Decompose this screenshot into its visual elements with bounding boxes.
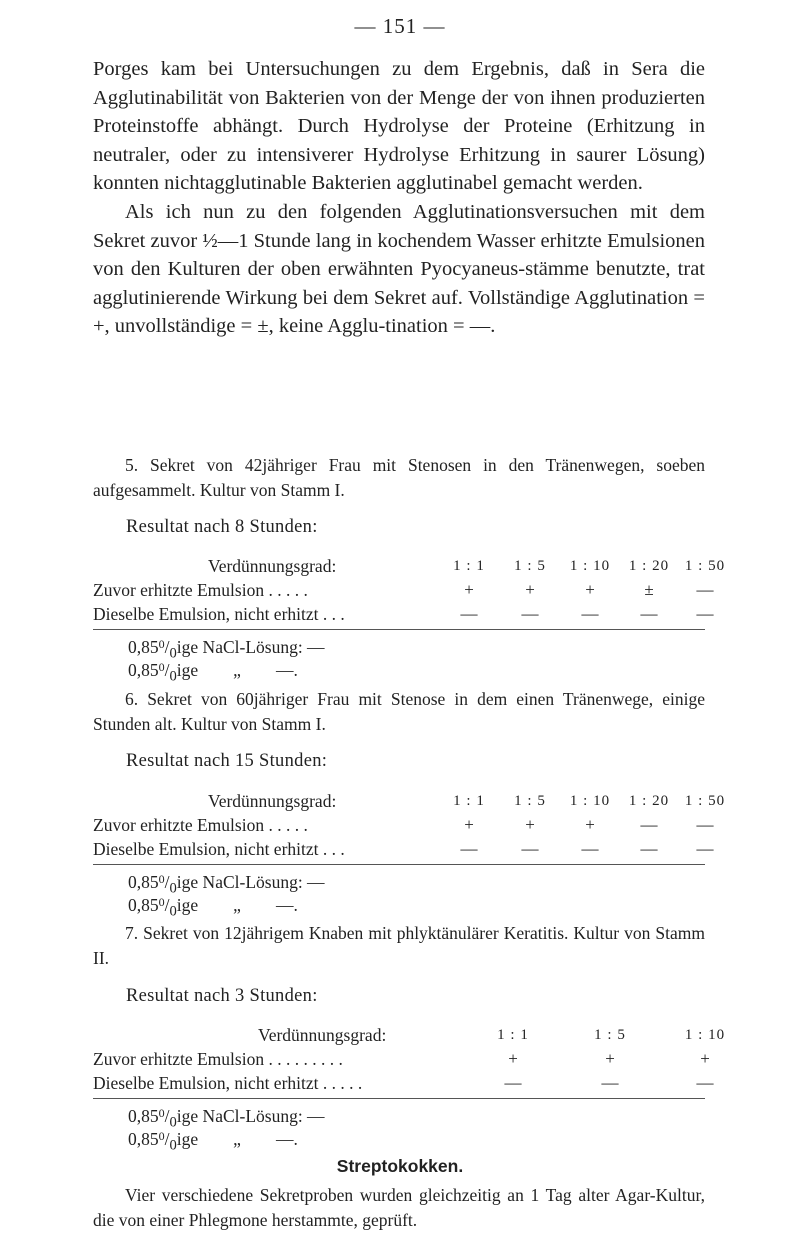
nacl-percent: 0,85 [128, 1129, 159, 1149]
nacl-line: $0,85^0/_0ige$ „ —. [128, 1129, 298, 1154]
result-cell: + [525, 580, 535, 599]
result-cell: + [464, 580, 474, 599]
row-label: Dieselbe Emulsion, nicht erhitzt . . . [93, 839, 345, 859]
dilution-label: Verdünnungsgrad: [258, 1025, 387, 1045]
nacl-text: ige „ —. [176, 1129, 298, 1149]
table-row [93, 578, 714, 602]
intro-text [93, 55, 705, 341]
divider [93, 629, 705, 630]
result-cell: — [640, 604, 658, 623]
result-cell: — [696, 580, 714, 599]
result-cell: — [460, 604, 478, 623]
intro-paragraph: Porges kam bei Untersuchungen zu dem Ergebnis, daß in Sera die Agglutinabilität von Bakterien von der Menge der von ihnen produzierten Proteinstoffe abhängt. Durch Hydrolyse der Proteine (Erhitzung in neutraler, oder zu intensiverer Hydrolyse Erhitzung in saurer Lösung) konnten nichtagglutinable Bakterien agglutinabel gemacht werden. [93, 58, 705, 195]
nacl-line: $0,85^0/_0ige$ NaCl-Lösung: — [128, 1106, 325, 1131]
result-cell: — [460, 839, 478, 858]
case-description: 5. Sekret von 42jähriger Frau mit Stenosen in den Tränenwegen, soeben aufgesammelt. Kultur von Stamm I. [93, 455, 705, 500]
result-title: Resultat nach 8 Stunden: [126, 517, 318, 537]
dilution-label: Verdünnungsgrad: [208, 556, 337, 576]
nacl-percent: 0,85 [128, 1106, 159, 1126]
dilution-cell: 1 : 5 [514, 793, 546, 809]
nacl-text: ige „ —. [176, 660, 298, 680]
dilution-cell: 1 : 50 [684, 793, 726, 809]
dilution-cell: 1 : 20 [628, 558, 670, 574]
table-row [93, 813, 714, 837]
dilution-cell: 1 : 10 [684, 1027, 726, 1043]
nacl-percent: 0,85 [128, 872, 159, 892]
dilution-header [93, 789, 726, 813]
result-cell: + [508, 1049, 518, 1068]
nacl-line: $0,85^0/_0ige$ NaCl-Lösung: — [128, 872, 325, 897]
row-label: Zuvor erhitzte Emulsion . . . . . . . . . [93, 1049, 343, 1069]
result-cell: — [696, 1073, 714, 1092]
result-cell: — [640, 815, 658, 834]
table-row [93, 837, 714, 861]
nacl-text: ige NaCl-Lösung: — [176, 1106, 325, 1126]
case-description: 7. Sekret von 12jährigem Knaben mit phlyktänulärer Keratitis. Kultur von Stamm II. [93, 923, 705, 968]
result-cell: — [696, 604, 714, 623]
divider [93, 1098, 705, 1099]
result-cell: — [640, 839, 658, 858]
result-title: Resultat nach 3 Stunden: [126, 986, 318, 1006]
table-row [93, 1071, 714, 1095]
divider [93, 864, 705, 865]
intro-paragraph: Als ich nun zu den folgenden Agglutinationsversuchen mit dem Sekret zuvor ½—1 Stunde lang in kochendem Wasser erhitzte Emulsionen von den Kulturen der oben erwähnten Pyocyaneus-stämme benutzte, trat agglutinierende Wirkung bei dem Sekret auf. Vollständige Agglutination = +, unvollständige = ±, keine Agglu-tination = —. [93, 200, 705, 338]
result-cell: — [521, 839, 539, 858]
result-cell: — [581, 604, 599, 623]
result-cell: — [521, 604, 539, 623]
row-label: Zuvor erhitzte Emulsion . . . . . [93, 580, 308, 600]
nacl-text: ige NaCl-Lösung: — [176, 872, 325, 892]
dilution-cell: 1 : 1 [497, 1027, 529, 1043]
result-cell: + [700, 1049, 710, 1068]
row-label: Dieselbe Emulsion, nicht erhitzt . . . . . [93, 1073, 363, 1093]
result-cell: — [504, 1073, 522, 1092]
page-number: — 151 — [354, 14, 446, 38]
dilution-cell: 1 : 1 [453, 558, 485, 574]
dilution-header [93, 554, 726, 578]
dilution-cell: 1 : 5 [514, 558, 546, 574]
table-row [93, 602, 714, 626]
result-cell: — [696, 815, 714, 834]
row-label: Zuvor erhitzte Emulsion . . . . . [93, 815, 308, 835]
dilution-cell: 1 : 50 [684, 558, 726, 574]
result-cell: — [601, 1073, 619, 1092]
dilution-cell: 1 : 10 [569, 558, 611, 574]
case-description: 6. Sekret von 60jähriger Frau mit Stenose in dem einen Tränenwege, einige Stunden alt. Kultur von Stamm I. [93, 689, 705, 734]
result-cell: + [605, 1049, 615, 1068]
dilution-cell: 1 : 10 [569, 793, 611, 809]
nacl-percent: 0,85 [128, 637, 159, 657]
dilution-cell: 1 : 1 [453, 793, 485, 809]
result-cell: — [696, 839, 714, 858]
table-row [93, 1047, 710, 1071]
dilution-label: Verdünnungsgrad: [208, 791, 337, 811]
nacl-percent: 0,85 [128, 895, 159, 915]
nacl-percent: 0,85 [128, 660, 159, 680]
nacl-text: ige „ —. [176, 895, 298, 915]
result-cell: + [585, 815, 595, 834]
final-paragraph: Vier verschiedene Sekretproben wurden gleichzeitig an 1 Tag alter Agar-Kultur, die von einer Phlegmone herstammte, geprüft. [93, 1185, 705, 1230]
section-heading: Streptokokken. [336, 1156, 464, 1176]
dilution-cell: 1 : 20 [628, 793, 670, 809]
nacl-line: $0,85^0/_0ige$ „ —. [128, 660, 298, 685]
nacl-line: $0,85^0/_0ige$ NaCl-Lösung: — [128, 637, 325, 662]
result-cell: + [464, 815, 474, 834]
nacl-text: ige NaCl-Lösung: — [176, 637, 325, 657]
result-title: Resultat nach 15 Stunden: [126, 751, 328, 771]
result-cell: ± [644, 580, 654, 599]
dilution-header [93, 1023, 726, 1047]
row-label: Dieselbe Emulsion, nicht erhitzt . . . [93, 604, 345, 624]
result-cell: — [581, 839, 599, 858]
dilution-cell: 1 : 5 [594, 1027, 626, 1043]
result-cell: + [585, 580, 595, 599]
result-cell: + [525, 815, 535, 834]
nacl-line: $0,85^0/_0ige$ „ —. [128, 895, 298, 920]
